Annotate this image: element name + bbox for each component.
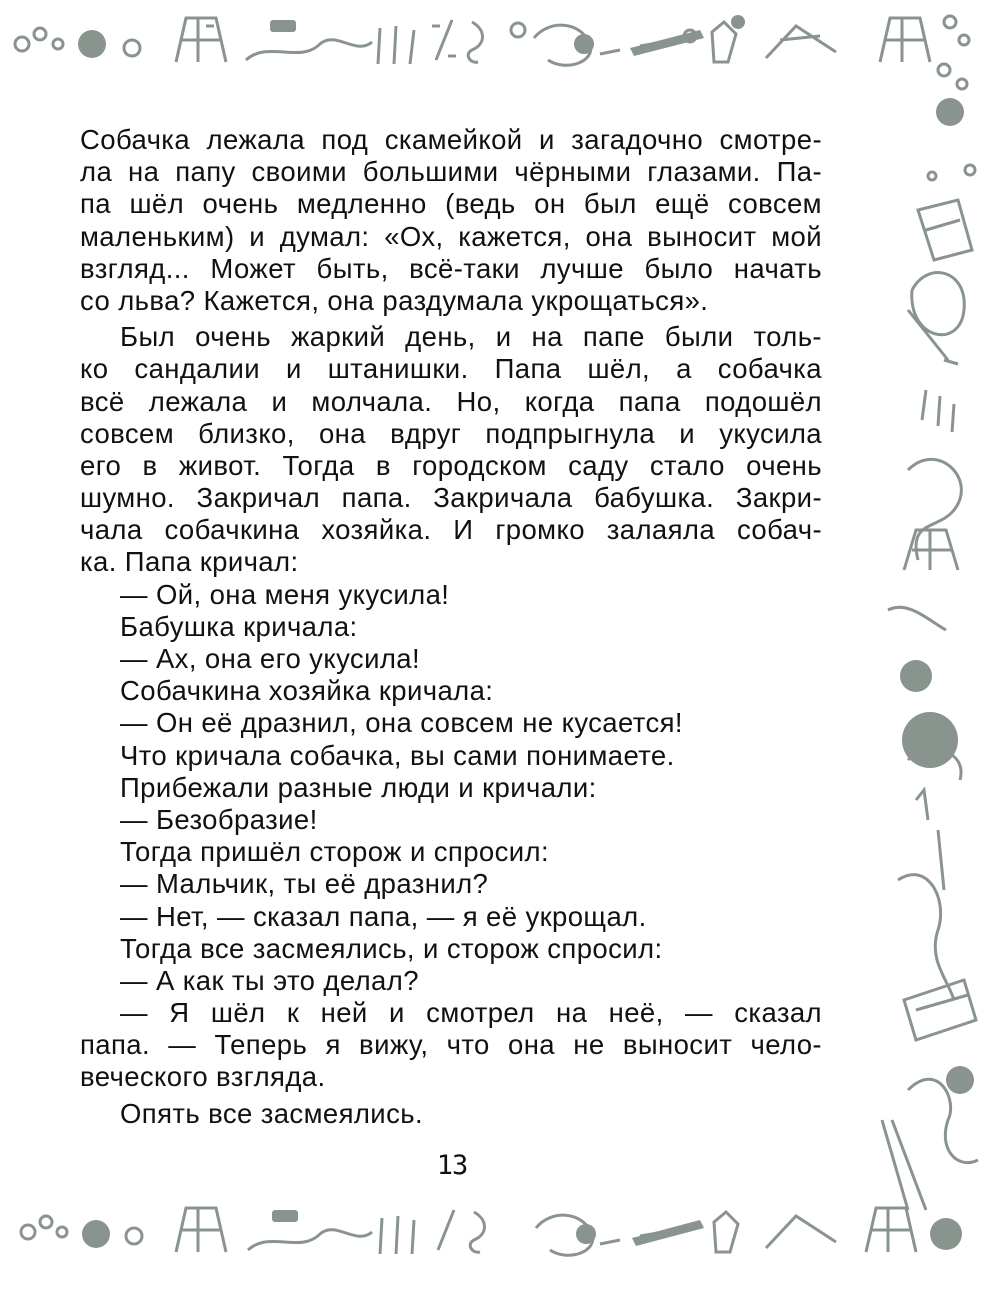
text-line: — Безобразие! [120,803,318,835]
bubble-icon [53,39,63,49]
nails-icon [380,1216,414,1254]
bubble-icon [959,35,969,45]
text-line: — Он её дразнил, она совсем не кусается! [120,707,683,739]
stool-icon [904,530,958,570]
ball-icon [946,1066,974,1094]
squiggle-ornament [248,1230,372,1250]
bubble-icon [511,23,525,37]
bell-icon [712,22,736,62]
bell-icon [714,1212,738,1252]
treble-clef-icon [468,22,482,62]
tram-icon [904,980,976,1040]
text-line: Бабушка кричала: [120,610,358,642]
text-line: со льва? Кажется, она раздумала укрощаться». [80,284,709,316]
bubble-icon [124,40,140,56]
bubble-icon [938,64,950,76]
text-line: маленьким) и думал: «Ох, кажется, она выносит мой [80,220,822,252]
text-line: папа. — Теперь я вижу, что она не выносит чело- [80,1029,822,1061]
ball-icon [900,660,932,692]
note-icon [916,790,928,820]
stool-icon [176,1208,226,1252]
bubble-icon [34,28,46,40]
stool-icon [866,1208,916,1252]
bubble-icon [126,1228,142,1244]
bubble-icon [928,172,936,180]
text-line: Что кричала собачка, вы сами понимаете. [120,739,675,771]
text-line: Тогда пришёл сторож и спросил: [120,836,549,868]
text-line: Прибежали разные люди и кричали: [120,771,597,803]
squiggle-ornament [246,40,372,60]
racket-icon [936,98,964,126]
text-line: Собачка лежала под скамейкой и загадочно смотре- [80,124,822,155]
lightning-icon [938,830,944,890]
leaf-icon [888,607,946,630]
phone-icon [270,20,296,32]
text-line: всё лежала и молчала. Но, когда папа подошёл [80,385,822,417]
pin-icon [908,310,958,364]
percent-icon [432,20,456,60]
text-line: Опять все засмеялись. [120,1097,423,1129]
text-line: чала собачкина хозяйка. И громко залаяла собач- [80,514,822,546]
right-ornament-border [868,60,986,1220]
nails-icon [922,390,954,432]
text-line: па шёл очень медленно (ведь он был ещё совсем [80,188,822,220]
globe-icon [902,712,958,768]
text-line: ко сандалии и штанишки. Папа шёл, а собачка [80,353,822,385]
percent-icon [438,1210,454,1250]
ball-icon [78,30,106,58]
text-line: его в живот. Тогда в городском саду стало очень [80,449,822,481]
ball-icon [82,1220,110,1248]
text-line: — Ой, она меня укусила! [120,578,450,610]
text-line: ла на папу своими большими чёрными глазами. Па- [80,156,822,188]
text-line: — Я шёл к ней и смотрел на неё, — сказал [120,997,822,1029]
text-line: — А как ты это делал? [120,964,419,996]
text-line: — Мальчик, ты её дразнил? [120,868,489,900]
ball-icon [930,1218,962,1250]
bubble-icon [965,165,975,175]
text-line: ка. Папа кричал: [80,546,299,578]
text-line: — Ах, она его укусила! [120,643,421,674]
page-number: 13 [436,1150,468,1181]
stool-icon [880,18,930,62]
snake-icon [898,875,954,1000]
book-icon [766,26,836,58]
book-icon [766,1216,836,1248]
bubble-icon [15,37,29,51]
bubble-icon [957,79,967,89]
text-line: веческого взгляда. [80,1061,326,1093]
text-line: совсем близко, она вдруг подпрыгнула и укусила [80,417,822,449]
text-line: Собачкина хозяйка кричала: [120,675,494,707]
top-ornament-border [0,0,986,110]
phone-icon [272,1210,298,1222]
text-line: Был очень жаркий день, и на папе были толь- [120,321,822,353]
bubble-icon [944,16,956,28]
bottom-ornament-border [0,1192,986,1299]
story-text [80,124,822,1130]
treble-clef-icon [470,1212,484,1252]
bubble-icon [40,1216,52,1228]
text-line: — Нет, — сказал папа, — я её укрощал. [120,900,647,932]
stool-icon [176,18,226,62]
dog-icon [908,459,961,560]
text-line: взгляд... Может быть, всё-таки лучше было начать [80,252,822,284]
text-line: шумно. Закричал папа. Закричала бабушка. Закри- [80,482,822,514]
text-line: Тогда все засмеялись, и сторож спросил: [120,932,663,964]
scroll-icon [918,200,972,260]
bubble-icon [57,1227,67,1237]
bubble-icon [21,1225,35,1239]
nails-icon [378,26,414,64]
